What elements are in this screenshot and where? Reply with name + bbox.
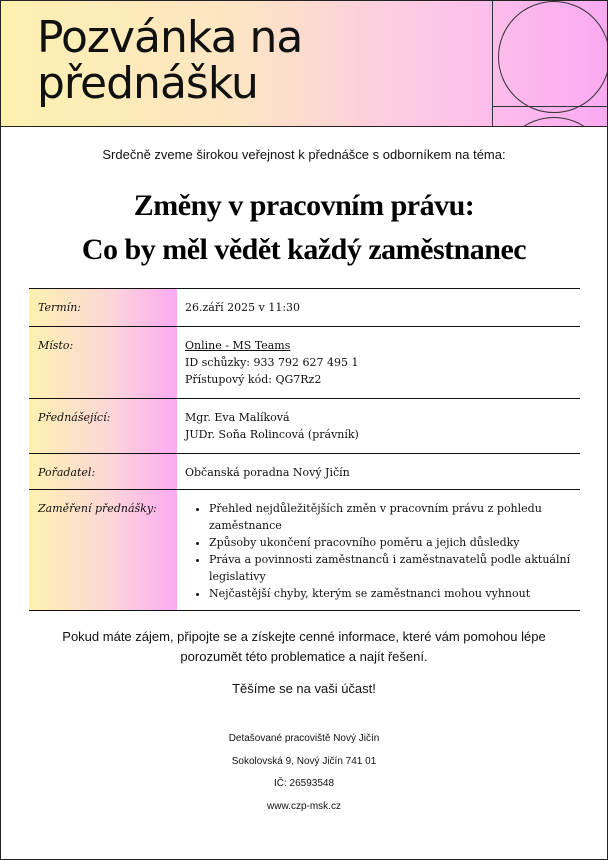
list-item: • Přehled nejdůležitějších změn v pracovním právu z pohledu zaměstnance [209, 500, 580, 534]
table-row-focus [29, 490, 580, 611]
date-value: 26.září 2025 v 11:30 [177, 289, 580, 327]
footer-ic: IČ: 26593548 [273, 778, 335, 789]
title-line-1: Pozvánka na [37, 12, 303, 63]
speakers-value [177, 399, 580, 454]
closing-text: Pokud máte zájem, připojte se a získejte cenné informace, které vám pomohou lépe porozumět této problematice a najít řešení. [62, 629, 546, 664]
footer-office: Detašované pracoviště Nový Jičín [228, 733, 380, 744]
list-item: • Způsoby ukončení pracovního poměru a jejich důsledky [209, 534, 580, 551]
thanks-text: Těšíme se na vaši účast! [232, 681, 376, 696]
speaker-2: JUDr. Soňa Rolincová (právník) [185, 428, 359, 441]
intro-text: Srdečně zveme širokou veřejnost k přednášce s odborníkem na téma: [102, 147, 506, 162]
footer [1, 728, 607, 818]
title-line-2: přednášku [37, 58, 258, 109]
organizer-value: Občanská poradna Nový Jičín [177, 454, 580, 490]
topic-line-1: Změny v pracovním právu: [133, 189, 475, 222]
page-title [37, 12, 303, 109]
decorative-circle-lower-icon [498, 117, 607, 127]
decorative-vertical-line [492, 1, 493, 126]
focus-label: Zaměření přednášky: [29, 490, 177, 611]
organizer-label: Pořadatel: [29, 454, 177, 490]
speakers-label: Přednášející: [29, 399, 177, 454]
place-label: Místo: [29, 327, 177, 399]
meeting-id: ID schůzky: 933 792 627 495 1 [185, 356, 359, 369]
teams-link[interactable]: Online - MS Teams [185, 339, 291, 352]
table-row-date [29, 289, 580, 327]
table-row-organizer [29, 454, 580, 490]
table-row-place [29, 327, 580, 399]
access-code: Přístupový kód: QG7Rz2 [185, 373, 322, 386]
footer-address: Sokolovská 9, Nový Jičín 741 01 [231, 755, 377, 767]
table-row-speakers [29, 399, 580, 454]
focus-value [177, 490, 580, 611]
focus-list [185, 500, 580, 602]
speaker-1: Mgr. Eva Malíková [185, 411, 290, 424]
lecture-topic [1, 184, 607, 272]
header-banner [1, 1, 607, 127]
details-table [29, 288, 580, 611]
decorative-circle-icon [498, 1, 607, 113]
place-value [177, 327, 580, 399]
footer-web-link[interactable]: www.czp-msk.cz [267, 800, 341, 812]
topic-line-2: Co by měl vědět každý zaměstnanec [81, 233, 527, 266]
list-item: • Nejčastější chyby, kterým se zaměstnanci mohou vyhnout [209, 585, 580, 602]
date-label: Termín: [29, 289, 177, 327]
list-item: • Práva a povinnosti zaměstnanců i zaměstnavatelů podle aktuální legislativy [209, 551, 580, 585]
